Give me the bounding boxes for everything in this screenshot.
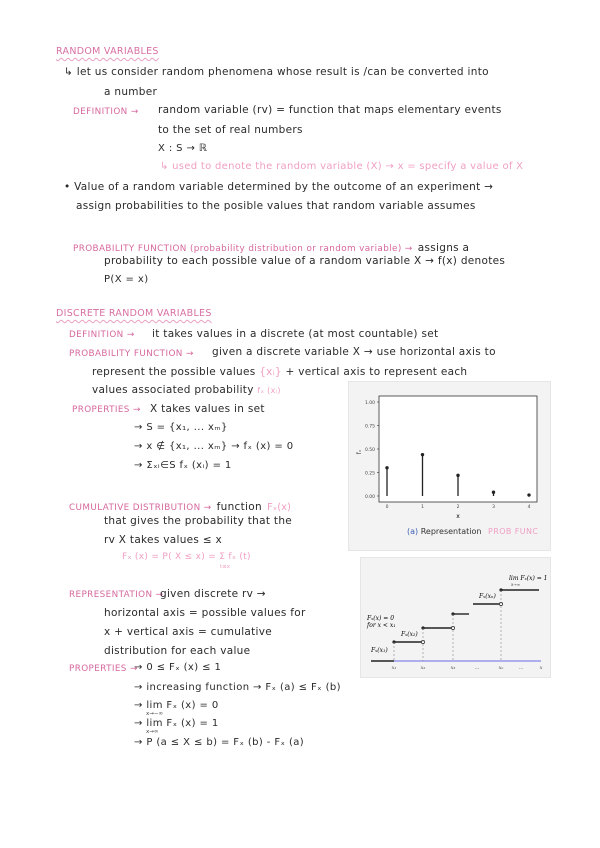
cdf-tick-label: x xyxy=(539,665,543,671)
x-tick-label: 3 xyxy=(492,505,495,510)
cdf-text-1: function xyxy=(216,501,262,513)
stem-point xyxy=(492,491,495,494)
label-fx2: Fₓ(x₂) xyxy=(401,631,418,638)
y-axis-label: fₓ xyxy=(356,449,363,455)
cdf-text-3: rv X takes values ≤ x xyxy=(104,534,223,546)
cdf-tick-label: x₂ xyxy=(420,665,426,671)
properties2-line-2: → increasing function → Fₓ (a) ≤ Fₓ (b) xyxy=(134,682,341,693)
cdf-formula-sub: t≤x xyxy=(220,564,231,570)
properties2-label: PROPERTIES → xyxy=(69,664,138,674)
bullet-line-2: assign probabilities to the posible values that random variable assumes xyxy=(76,200,476,212)
cdf-tick-label: x₁ xyxy=(391,665,397,671)
stem-point xyxy=(527,493,530,496)
caption-pink: PROB FUNC xyxy=(488,527,539,536)
stem-point xyxy=(385,466,388,469)
probability-function-line-2: probability to each possible value of a random variable X → f(x) denotes xyxy=(104,255,506,267)
discrete-pf-label: PROBABILITY FUNCTION → xyxy=(69,349,194,359)
representation-label: REPRESENTATION → xyxy=(69,590,164,600)
discrete-definition-text: it takes values in a discrete (at most countable) set xyxy=(152,328,439,340)
x-tick-label: 0 xyxy=(385,505,389,510)
y-tick-label: 0.00 xyxy=(364,494,375,500)
discrete-definition-label: DEFINITION → xyxy=(69,330,135,340)
properties-line-3: → x ∉ {x₁, ... xₘ} → fₓ (x) = 0 xyxy=(134,441,294,452)
properties2-line-4: → lim Fₓ (x) = 1 xyxy=(134,718,219,729)
fx-xi: fₓ (xᵢ) xyxy=(257,386,281,395)
properties2-line-4-sub: x→∞ xyxy=(146,729,159,735)
y-tick-label: 0.50 xyxy=(364,447,375,453)
discrete-pf-text-2: represent the possible values {xᵢ} + vertical axis to represent each xyxy=(92,366,468,378)
caption-text: Representation xyxy=(420,527,482,536)
figure1-caption xyxy=(407,527,538,536)
representation-text-1: given discrete rv → xyxy=(160,588,266,600)
label-fx1: Fₓ(x₁) xyxy=(371,647,388,654)
mapping-formula: X : S → ℝ xyxy=(158,143,208,154)
probability-function-row xyxy=(73,236,469,255)
properties-line-4: → Σₓᵢ∈S fₓ (xᵢ) = 1 xyxy=(134,460,232,471)
label-zero-1: Fₓ(x) = 0 xyxy=(367,615,395,622)
intro-line-1: ↳ let us consider random phenomena whose result is /can be converted into xyxy=(64,66,489,78)
probability-function-line-3: P(X = x) xyxy=(104,274,149,285)
intro-line-2: a number xyxy=(104,86,158,98)
random-variables-heading: RANDOM VARIABLES xyxy=(56,46,159,57)
properties-label: PROPERTIES → xyxy=(72,405,141,415)
representation-text-2: horizontal axis = possible values for xyxy=(104,607,306,619)
cdf-tick-label: ... xyxy=(518,665,524,671)
caption-tag: (a) xyxy=(407,527,419,536)
random-variable-note: ↳ used to denote the random variable (X) → x = specify a value of X xyxy=(160,161,524,172)
cdf-label: CUMULATIVE DISTRIBUTION → xyxy=(69,503,212,513)
probability-function-label: PROBABILITY FUNCTION (probability distribution or random variable) → xyxy=(73,244,413,254)
cdf-formula: Fₓ (x) = P( X ≤ x) = Σ fₓ (t) xyxy=(122,552,251,562)
bullet-line-1: • Value of a random variable determined by the outcome of an experiment → xyxy=(64,181,494,193)
y-tick-label: 0.75 xyxy=(364,424,375,430)
probability-function-tail: assigns a xyxy=(417,242,470,254)
discrete-heading: DISCRETE RANDOM VARIABLES xyxy=(56,308,212,319)
properties2-line-3-sub: x→−∞ xyxy=(146,711,164,717)
x-tick-label: 2 xyxy=(456,505,460,510)
cdf-fx: Fₓ(x) xyxy=(267,502,291,513)
probability-function-figure xyxy=(348,381,551,551)
properties-line-2: → S = {x₁, ... xₘ} xyxy=(134,422,228,433)
x-tick-label: 4 xyxy=(527,505,531,510)
y-tick-label: 0.25 xyxy=(364,471,375,477)
arrow-icon: → xyxy=(134,662,147,673)
cdf-row xyxy=(69,495,291,514)
cdf-tick-label: xₙ xyxy=(498,665,504,671)
label-zero-2: for x < x₁ xyxy=(367,622,396,629)
xi-set: {xᵢ} xyxy=(259,366,282,378)
discrete-pf-text-3: values associated probability fₓ (xᵢ) xyxy=(92,384,281,396)
return-arrow-icon: ↳ xyxy=(64,66,77,78)
definition-line-2: to the set of real numbers xyxy=(158,124,303,136)
definition-line-1: random variable (rv) = function that maps elementary events xyxy=(158,104,502,116)
stem-point xyxy=(421,453,424,456)
discrete-pf-text-1: given a discrete variable X → use horizontal axis to xyxy=(212,346,496,358)
x-axis-label: x xyxy=(456,513,460,520)
representation-text-4: distribution for each value xyxy=(104,645,251,657)
cdf-tick-label: ... xyxy=(474,665,480,671)
stem-point xyxy=(456,474,459,477)
definition-label: DEFINITION → xyxy=(73,107,139,117)
label-lim: lim Fₓ(x) = 1 xyxy=(509,575,548,582)
cdf-figure xyxy=(360,557,551,678)
cdf-text-2: that gives the probability that the xyxy=(104,515,293,527)
x-tick-label: 1 xyxy=(421,505,424,510)
y-tick-label: 1.00 xyxy=(364,400,375,406)
cdf-tick-label: x₃ xyxy=(450,665,456,671)
properties2-line-5: → P (a ≤ X ≤ b) = Fₓ (b) - Fₓ (a) xyxy=(134,737,305,748)
properties2-line-1: → 0 ≤ Fₓ (x) ≤ 1 xyxy=(134,662,222,673)
label-lim-sub: x→∞ xyxy=(511,582,521,587)
label-fxn: Fₓ(xₙ) xyxy=(479,593,496,600)
cdf-step-chart xyxy=(361,558,550,677)
representation-text-3: x + vertical axis = cumulative xyxy=(104,626,273,638)
properties-line-1: X takes values in set xyxy=(150,403,265,415)
properties2-line-3: → lim Fₓ (x) = 0 xyxy=(134,700,219,711)
stem-chart xyxy=(349,382,550,522)
